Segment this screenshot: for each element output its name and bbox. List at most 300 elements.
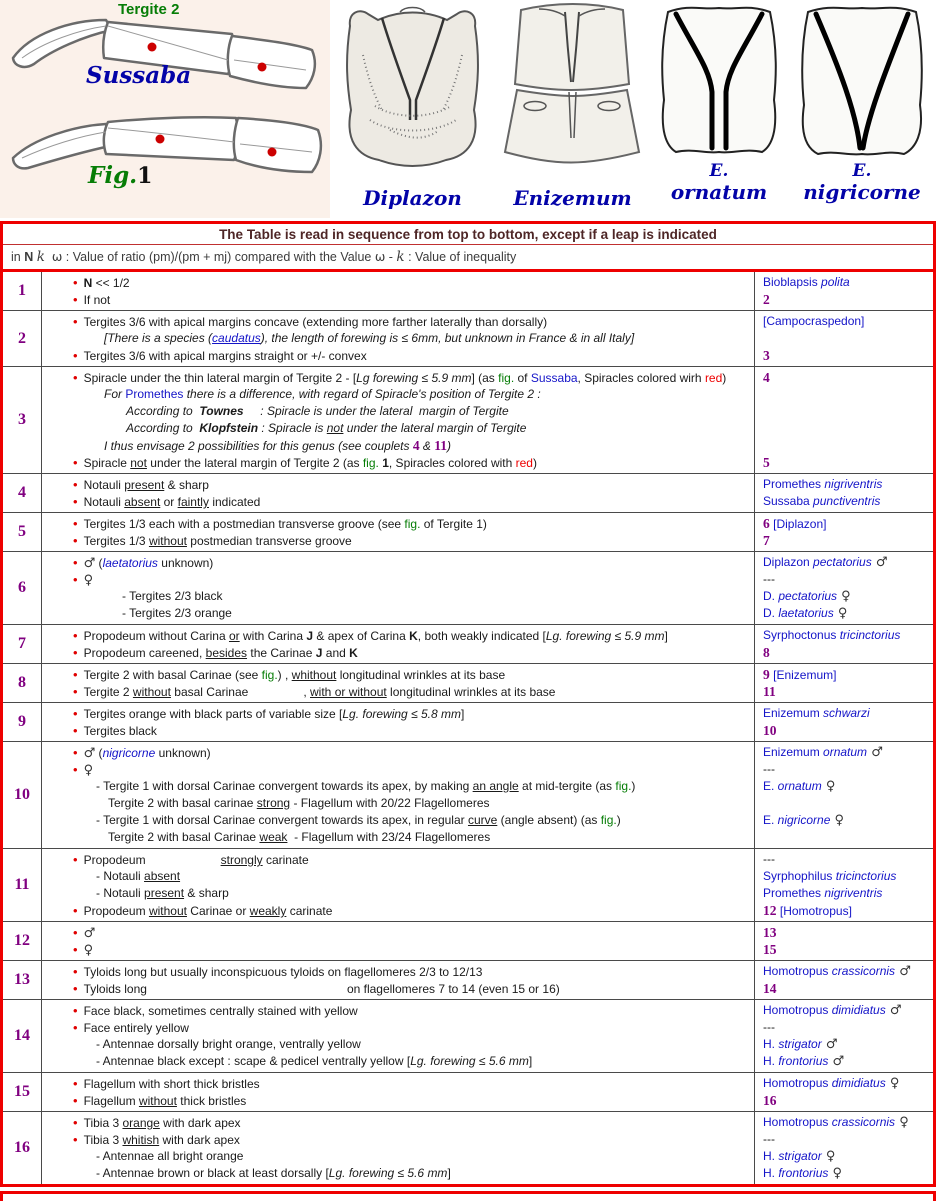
result-line: [763, 778, 933, 795]
figure-panel-e-ornatum: [650, 0, 788, 218]
taxon-name: H.: [763, 1149, 779, 1163]
result-cell: [755, 311, 933, 366]
text-segment: fig.: [615, 779, 632, 793]
taxon-name: ornatum: [823, 745, 868, 759]
text-segment: Tergites orange with black parts of variable size [: [83, 707, 343, 721]
taxon-name: nigricorne: [777, 813, 831, 827]
content-line: [42, 941, 752, 958]
text-segment: (angle absent) (as: [497, 813, 601, 827]
content-line: [42, 1019, 752, 1036]
taxon-name: schwarzi: [823, 706, 870, 720]
result-line: [763, 885, 933, 902]
taxon-name: dimidiatus: [831, 1003, 886, 1017]
text-segment: Tyloids long: [83, 982, 147, 996]
bullet-icon: •: [73, 314, 78, 329]
text-segment: ): [447, 439, 452, 453]
content-line: [42, 605, 752, 622]
couplet-content-cell: [42, 272, 755, 310]
content-line: [42, 1002, 752, 1019]
taxon-name: frontorius: [778, 1166, 829, 1180]
content-line: [42, 1114, 752, 1131]
key-row-7: [3, 625, 933, 664]
content-line: [42, 420, 752, 437]
text-segment: curve: [467, 813, 498, 827]
next-table-top-border: [0, 1191, 936, 1201]
female-symbol: ♀: [885, 1076, 900, 1091]
leap-ref: 13: [763, 925, 777, 940]
identification-key-table: [0, 221, 936, 1187]
text-segment: not: [130, 456, 147, 470]
text-segment: whithout: [291, 668, 337, 682]
result-cell: [755, 272, 933, 310]
result-line: [763, 1053, 933, 1070]
text-segment: unknown): [157, 556, 214, 570]
text-segment: ]: [461, 707, 465, 721]
leap-ref: 9: [763, 667, 774, 682]
result-line: [763, 1148, 933, 1165]
text-segment: basal Carinae: [170, 685, 249, 699]
bullet-icon: •: [73, 1076, 78, 1091]
text-segment: Tergites black: [83, 724, 157, 738]
text-segment: Klopfstein: [199, 421, 259, 435]
content-line: [42, 705, 752, 722]
text-segment: indicated: [208, 495, 261, 509]
bullet-icon: •: [73, 981, 78, 996]
result-line: [763, 1114, 933, 1131]
female-symbol: ♀: [895, 1115, 909, 1130]
key-row-6: [3, 552, 933, 625]
female-symbol: ♀: [830, 813, 845, 828]
result-line: [763, 1075, 933, 1092]
text-segment: the Carinae: [247, 646, 316, 660]
leap-ref: 3: [763, 348, 770, 363]
text-segment: of Tergite 1): [420, 517, 487, 531]
text-segment: : Spiracle is: [258, 421, 327, 435]
text-segment: : Value of inequality: [404, 250, 517, 264]
text-segment: Tibia 3: [83, 1116, 123, 1130]
female-symbol: ♀: [833, 606, 848, 621]
text-segment: Tergite 2 with basal carinae: [108, 796, 257, 810]
text-segment: -: [385, 250, 397, 264]
row-number-cell: 15: [3, 1073, 42, 1111]
taxon-name: Sussaba: [763, 494, 814, 508]
text-segment: & apex of Carina: [313, 629, 410, 643]
result-line: [763, 386, 933, 403]
content-line: [42, 1053, 752, 1070]
couplet-content-cell: [42, 367, 755, 473]
result-line: [763, 515, 933, 532]
content-line: [42, 291, 752, 308]
key-row-3: [3, 367, 933, 474]
male-symbol: ♂: [83, 556, 96, 571]
figure-panel-diplazon: [330, 0, 495, 218]
text-segment: Propodeum without Carina: [83, 629, 229, 643]
text-segment: Lg. forewing ≤ 5.6 mm: [328, 1166, 448, 1180]
text-segment: red: [515, 456, 533, 470]
row-number-cell: 9: [3, 703, 42, 741]
taxon-name: Syrphophilus: [763, 869, 836, 883]
text-segment: - Antennae dorsally bright orange, ventrally yellow: [96, 1037, 361, 1051]
couplet-content-cell: [42, 742, 755, 848]
text-segment: present: [144, 886, 185, 900]
result-line: [763, 683, 933, 700]
text-segment: postmedian transverse groove: [186, 534, 352, 548]
text-segment: N: [83, 276, 93, 290]
result-cell: [755, 961, 933, 999]
result-line: [763, 902, 933, 919]
text-segment: Propodeum: [83, 853, 146, 867]
content-line: [42, 1092, 752, 1109]
text-segment: Notauli: [83, 495, 125, 509]
result-cell: [755, 1073, 933, 1111]
result-line: [763, 1019, 933, 1036]
text-segment: at mid-tergite (as: [518, 779, 616, 793]
text-segment: ]: [447, 1166, 451, 1180]
couplet-content-cell: [42, 1112, 755, 1184]
text-segment: ]: [528, 1054, 533, 1068]
text-segment: Spiracle under the thin lateral margin of Tergite 2 - [: [83, 371, 357, 385]
result-line: [763, 532, 933, 549]
text-segment: ω: [51, 249, 63, 264]
couplet-content-cell: [42, 664, 755, 702]
couplet-content-cell: [42, 849, 755, 921]
row-number-cell: 5: [3, 513, 42, 551]
couplet-content-cell: [42, 922, 755, 960]
content-line: [42, 588, 752, 605]
text-segment: with Carina: [239, 629, 307, 643]
taxon-name: Homotropus: [763, 964, 832, 978]
diplazon-propodeum-drawing: [330, 0, 495, 175]
text-segment: : Spiracle is under the lateral margin of Tergite: [243, 404, 509, 418]
result-cell: [755, 1000, 933, 1072]
text-segment: - Notauli: [96, 886, 145, 900]
table-title: The Table is read in sequence from top to bottom, except if a leap is indicated: [3, 224, 933, 245]
fig-word: Fig.: [88, 162, 138, 189]
result-line: [763, 761, 933, 778]
text-segment: Face black, sometimes centrally stained with yellow: [83, 1004, 358, 1018]
text-segment: & sharp: [164, 478, 209, 492]
content-line: [42, 627, 752, 644]
result-cell: [755, 664, 933, 702]
couplet-content-cell: [42, 1000, 755, 1072]
taxon-name: Bioblapsis: [763, 275, 822, 289]
result-line: [763, 554, 933, 571]
taxon-name: Promethes: [125, 387, 184, 401]
e-ornatum-genus-label: E.: [709, 161, 729, 181]
text-segment: (: [95, 746, 103, 760]
bullet-icon: •: [73, 555, 78, 570]
content-line: [42, 761, 752, 778]
key-rows: [3, 272, 933, 1184]
result-cell: [755, 625, 933, 663]
content-line: [42, 1036, 752, 1053]
bullet-icon: •: [73, 942, 78, 957]
leap-ref: 2: [763, 292, 770, 307]
content-line: [42, 795, 752, 812]
text-segment: without: [138, 1094, 177, 1108]
male-symbol: ♂: [895, 964, 911, 979]
taxon-name: E.: [763, 813, 778, 827]
female-symbol: ♀: [837, 589, 851, 604]
result-cell: [755, 703, 933, 741]
result-line: [763, 980, 933, 997]
female-symbol: ♀: [828, 1166, 843, 1181]
result-line: [763, 941, 933, 958]
leap-ref: 16: [763, 1093, 777, 1108]
text-segment: besides: [205, 646, 248, 660]
male-symbol: ♂: [867, 745, 883, 760]
text-segment: fig.: [600, 813, 617, 827]
taxon-name: E.: [763, 779, 778, 793]
content-line: [42, 313, 752, 330]
leap-ref: 4: [763, 370, 770, 385]
text-segment: ) ,: [277, 668, 292, 682]
result-line: [763, 605, 933, 622]
content-line: [42, 1131, 752, 1148]
e-nigricorne-genus-label: E.: [852, 161, 872, 181]
figure-panel-enizemum: [495, 0, 650, 218]
text-segment: - Tergites 2/3 orange: [122, 606, 232, 620]
taxon-name: pectatorius: [778, 589, 838, 603]
text-segment: on flagellomeres 7 to 14 (even 15 or 16): [346, 982, 560, 996]
content-line: [42, 812, 752, 829]
key-row-11: [3, 849, 933, 922]
text-segment: K: [409, 629, 418, 643]
result-line: [763, 868, 933, 885]
text-segment: red: [704, 371, 723, 385]
row-number-cell: 10: [3, 742, 42, 848]
taxon-name: nigriventris: [824, 477, 883, 491]
key-row-10: [3, 742, 933, 849]
taxon-name: laetatorius: [102, 556, 158, 570]
text-segment: 1: [382, 456, 389, 470]
result-line: [763, 1131, 933, 1148]
text-segment: Tergites 1/3: [83, 534, 149, 548]
key-row-9: [3, 703, 933, 742]
text-segment: N: [24, 250, 34, 264]
text-segment: faintly: [177, 495, 209, 509]
row-number-cell: 7: [3, 625, 42, 663]
taxon-name: Homotropus: [763, 1115, 832, 1129]
text-segment: ): [616, 813, 621, 827]
text-segment: According to: [126, 421, 200, 435]
key-row-1: [3, 272, 933, 311]
result-line: [763, 454, 933, 471]
enizemum-propodeum-drawing: [495, 0, 650, 175]
result-cell: [755, 742, 933, 848]
result-cell: [755, 552, 933, 624]
result-line: [763, 644, 933, 661]
text-segment: , Spiracles colored with: [388, 456, 516, 470]
leap-ref: 14: [763, 981, 777, 996]
text-segment: strongly: [220, 853, 263, 867]
bullet-icon: •: [73, 852, 78, 867]
sussaba-abdomen-drawing: [0, 0, 330, 218]
taxon-name: D.: [763, 589, 779, 603]
result-line: [763, 666, 933, 683]
text-segment: ---: [763, 1132, 775, 1146]
text-segment: carinate: [262, 853, 309, 867]
sussaba-label: Sussaba: [86, 62, 192, 89]
key-row-16: [3, 1112, 933, 1184]
content-line: [42, 571, 752, 588]
text-segment: - Flagellum with 20/22 Flagellomeres: [290, 796, 490, 810]
taxon-name: strigator: [778, 1149, 822, 1163]
key-row-4: [3, 474, 933, 513]
text-segment: ), the length of forewing is ≤ 6mm, but unknown in France & in all Italy]: [260, 331, 635, 345]
taxon-name: Homotropus: [763, 1003, 832, 1017]
bullet-icon: •: [73, 925, 78, 940]
bullet-icon: •: [73, 667, 78, 682]
text-segment: According to: [126, 404, 200, 418]
text-segment: Flagellum with short thick bristles: [83, 1077, 260, 1091]
text-segment: Tergites 1/3 each with a postmedian transverse groove (see: [83, 517, 405, 531]
content-line: [42, 683, 752, 700]
row-number-cell: 11: [3, 849, 42, 921]
taxon-name: dimidiatus: [831, 1076, 886, 1090]
text-segment: longitudinal wrinkles at its base: [336, 668, 506, 682]
text-segment: Lg forewing ≤ 5.9 mm: [356, 371, 472, 385]
result-line: [763, 627, 933, 644]
result-line: [763, 1165, 933, 1182]
leap-ref: 11: [434, 438, 448, 453]
male-symbol: ♂: [821, 1037, 838, 1052]
taxon-name: Promethes: [763, 477, 825, 491]
leap-ref: 7: [763, 533, 770, 548]
bullet-icon: •: [73, 275, 78, 290]
text-segment: Propodeum careened,: [83, 646, 206, 660]
taxon-name: ornatum: [777, 779, 822, 793]
text-segment: Spiracle: [83, 456, 131, 470]
figure-strip: [0, 0, 936, 218]
result-line: [763, 963, 933, 980]
leap-ref: 15: [763, 942, 777, 957]
couplet-content-cell: [42, 311, 755, 366]
row-number-cell: 13: [3, 961, 42, 999]
text-segment: without: [148, 534, 187, 548]
e-ornatum-species-label: ornatum: [670, 179, 768, 204]
key-row-14: [3, 1000, 933, 1073]
couplet-content-cell: [42, 1073, 755, 1111]
row-number-cell: 14: [3, 1000, 42, 1072]
e-ornatum-tergite-drawing: [650, 0, 788, 162]
text-segment: not: [326, 421, 344, 435]
text-segment: Propodeum: [83, 904, 149, 918]
bullet-icon: •: [73, 762, 78, 777]
text-segment: For: [104, 387, 126, 401]
content-line: [42, 1165, 752, 1182]
row-number-cell: 1: [3, 272, 42, 310]
bullet-icon: •: [73, 370, 78, 385]
text-segment: Tergites 3/6 with apical margins concave (extending more farther laterally than dorsally): [83, 315, 548, 329]
e-nigricorne-species-label: nigricorne: [803, 179, 921, 204]
taxon-name: [Diplazon]: [773, 517, 827, 531]
leap-ref: 8: [763, 645, 770, 660]
text-segment: Carinae or: [186, 904, 250, 918]
text-segment: ---: [763, 1020, 775, 1034]
result-line: [763, 744, 933, 761]
text-segment: J: [306, 629, 314, 643]
taxon-name: laetatorius: [778, 606, 834, 620]
text-segment: Notauli: [83, 478, 125, 492]
text-segment: with dark apex: [159, 1116, 241, 1130]
taxon-name: [Homotropus]: [779, 904, 852, 918]
text-segment: in: [11, 250, 25, 264]
text-segment: ---: [763, 852, 775, 866]
text-segment: J: [315, 646, 323, 660]
result-line: [763, 476, 933, 493]
taxon-name: tricinctorius: [839, 628, 901, 642]
text-segment: weak: [259, 830, 288, 844]
key-row-5: [3, 513, 933, 552]
text-segment: absent: [144, 869, 181, 883]
text-segment: I thus envisage 2 possibilities for this genus (see couplets: [104, 439, 413, 453]
text-segment: whitish: [122, 1133, 160, 1147]
content-line: [42, 829, 752, 846]
taxon-name: D.: [763, 606, 779, 620]
text-segment: [There is a species (: [104, 331, 213, 345]
content-line: [42, 722, 752, 739]
text-segment: fig.: [261, 668, 278, 682]
text-segment: Tergite 2 with basal Carinae: [108, 830, 260, 844]
result-line: [763, 369, 933, 386]
text-segment: - Antennae all bright orange: [96, 1149, 244, 1163]
text-segment: an angle: [472, 779, 519, 793]
text-segment: : Value of ratio (pm)/(pm + mj) compared with the Value: [62, 250, 375, 264]
taxon-name: frontorius: [778, 1054, 829, 1068]
result-cell: [755, 474, 933, 512]
text-segment: ---: [763, 762, 775, 776]
content-line: [42, 644, 752, 661]
result-line: [763, 291, 933, 308]
text-segment: under the lateral margin of Tergite 2 (as: [146, 456, 363, 470]
text-segment: ): [722, 371, 727, 385]
male-symbol: ♂: [83, 926, 96, 941]
bullet-icon: •: [73, 533, 78, 548]
text-segment: or: [228, 629, 240, 643]
taxon-name: strigator: [778, 1037, 822, 1051]
text-segment: Lg. forewing ≤ 5.9 mm: [545, 629, 665, 643]
text-segment: - Tergites 2/3 black: [122, 589, 223, 603]
text-segment: Tergites 3/6 with apical margins straight or +/- convex: [83, 349, 367, 363]
text-segment: ): [631, 779, 636, 793]
text-segment: and: [322, 646, 350, 660]
content-line: [42, 437, 752, 454]
leap-ref: 5: [763, 455, 770, 470]
text-segment: , both weakly indicated [: [417, 629, 546, 643]
content-line: [42, 274, 752, 291]
content-line: [42, 1148, 752, 1165]
text-segment: Face entirely yellow: [83, 1021, 189, 1035]
bullet-icon: •: [73, 1020, 78, 1035]
result-line: [763, 347, 933, 364]
bullet-icon: •: [73, 477, 78, 492]
text-segment: or: [160, 495, 178, 509]
bullet-icon: •: [73, 572, 78, 587]
taxon-name: Diplazon: [763, 555, 814, 569]
text-segment: Townes: [199, 404, 244, 418]
bullet-icon: •: [73, 1093, 78, 1108]
text-segment: Tibia 3: [83, 1133, 123, 1147]
taxon-name: pectatorius: [813, 555, 872, 569]
text-segment: longitudinal wrinkles at its base: [386, 685, 556, 699]
text-segment: k: [36, 249, 45, 265]
result-line: [763, 437, 933, 454]
content-line: [42, 666, 752, 683]
content-line: [42, 454, 752, 471]
text-segment: Tergite 2: [83, 685, 133, 699]
result-line: [763, 1036, 933, 1053]
